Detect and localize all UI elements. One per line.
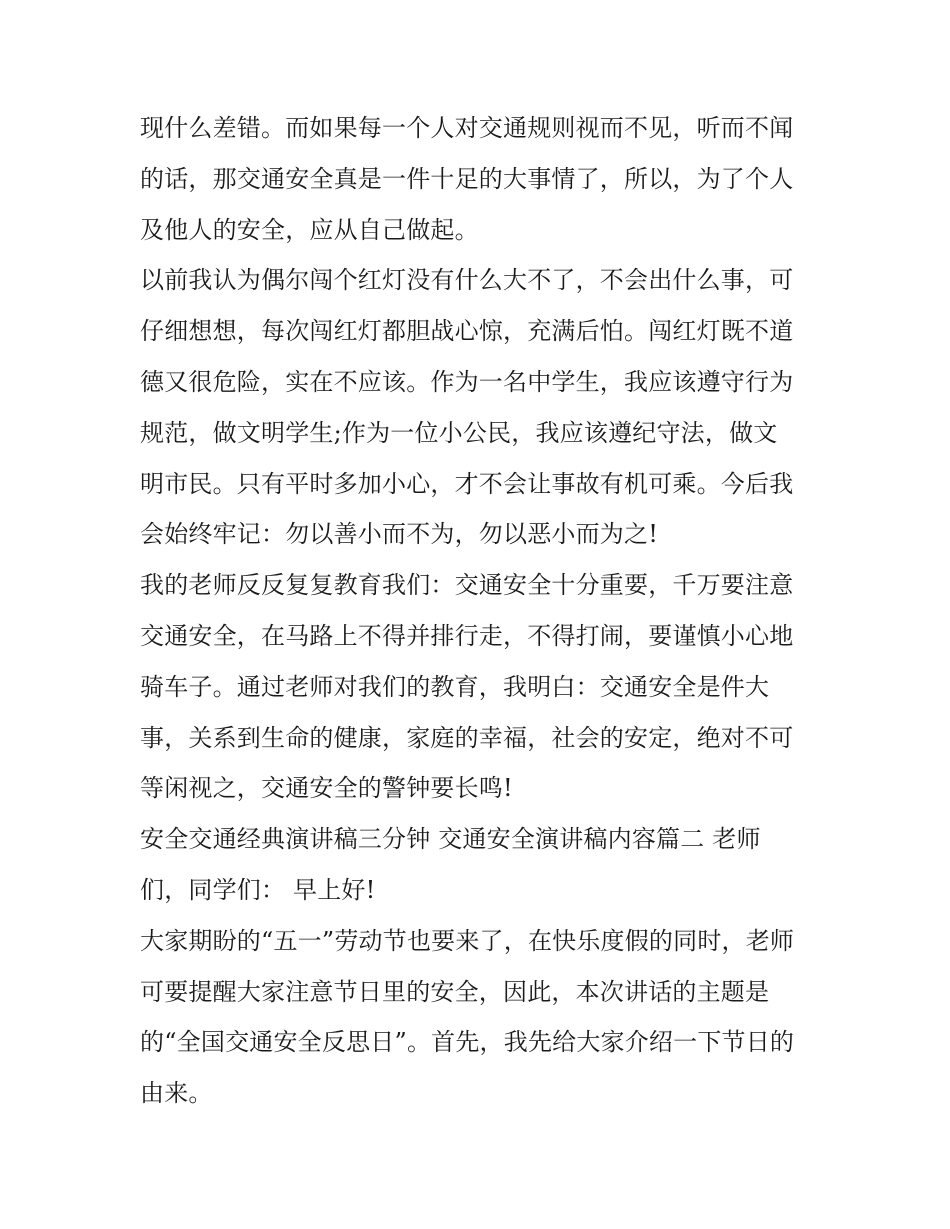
text-line: 现什么差错。而如果每一个人对交通规则视而不见，听而不闻	[140, 114, 794, 142]
text-line: 大家期盼的“五一”劳动节也要来了，在快乐度假的同时，老师	[140, 926, 795, 955]
text-line: 的话，那交通安全真是一件十足的大事情了，所以，为了个人	[140, 164, 794, 193]
text-line: 我的老师反反复复教育我们：交通安全十分重要，千万要注意	[140, 571, 794, 600]
text-line: 明市民。只有平时多加小心，才不会让事故有机可乘。今后我	[140, 469, 794, 498]
text-line: 以前我认为偶尔闯个红灯没有什么大不了，不会出什么事，可	[140, 266, 794, 295]
text-line: 的“全国交通安全反思日”。首先，我先给大家介绍一下节日的	[140, 1028, 795, 1057]
section-heading-line: 安全交通经典演讲稿三分钟 交通安全演讲稿内容篇二 老师	[140, 825, 761, 854]
text-line: 规范，做文明学生;作为一位小公民，我应该遵纪守法，做文	[140, 418, 778, 447]
text-line: 由来。	[140, 1079, 213, 1108]
text-line: 仔细想想，每次闯红灯都胆战心惊，充满后怕。闯红灯既不道	[140, 317, 794, 346]
text-line: 可要提醒大家注意节日里的安全，因此，本次讲话的主题是	[140, 977, 770, 1006]
text-line: 及他人的安全，应从自己做起。	[140, 215, 479, 244]
text-line: 骑车子。通过老师对我们的教育，我明白：交通安全是件大	[140, 672, 770, 701]
text-line: 等闲视之，交通安全的警钟要长鸣!	[140, 774, 513, 803]
text-line: 会始终牢记：勿以善小而不为，勿以恶小而为之!	[140, 520, 659, 549]
text-line: 事，关系到生命的健康，家庭的幸福，社会的安定，绝对不可	[140, 723, 794, 752]
document-body	[140, 103, 820, 1119]
greeting-line: 们，同学们： 早上好!	[140, 875, 376, 904]
text-line: 交通安全，在马路上不得并排行走，不得打闹，要谨慎小心地	[140, 621, 794, 650]
text-line: 德又很危险，实在不应该。作为一名中学生，我应该遵守行为	[140, 367, 794, 396]
